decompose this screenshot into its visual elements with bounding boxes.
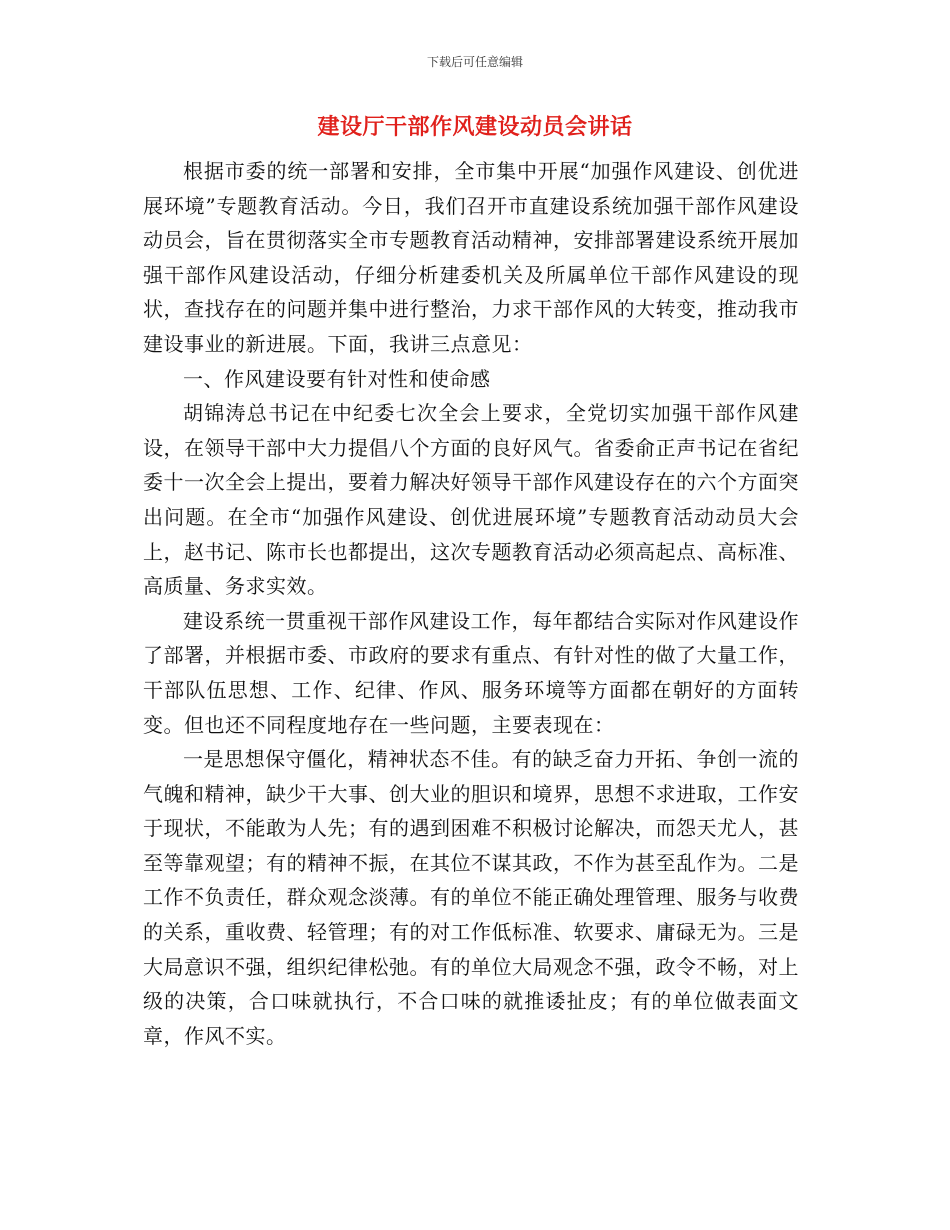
document-title: 建设厅干部作风建设动员会讲话 [317, 114, 633, 140]
paragraph-status: 建设系统一贯重视干部作风建设工作，每年都结合实际对作风建设作了部署，并根据市委、市政府的要求有重点、有针对性的做了大量工作，干部队伍思想、工作、纪律、作风、服务环境等方面都在朝好的方面转变。但也还不同程度地存在一些问题，主要表现在： [143, 608, 799, 737]
page-header-note: 下载后可任意编辑 [426, 55, 523, 69]
document-body [143, 154, 799, 1053]
paragraph-requirements: 胡锦涛总书记在中纪委七次全会上要求，全党切实加强干部作风建设，在领导干部中大力提倡八个方面的良好风气。省委俞正声书记在省纪委十一次全会上提出，要着力解决好领导干部作风建设存在的六个方面突出问题。在全市“加强作风建设、创优进展环境”专题教育活动动员大会上，赵书记、陈市长也都提出，这次专题教育活动必须高起点、高标准、高质量、务求实效。 [143, 401, 799, 599]
section-heading-1: 一、作风建设要有针对性和使命感 [183, 366, 491, 391]
paragraph-intro: 根据市委的统一部署和安排，全市集中开展“加强作风建设、创优进展环境”专题教育活动。今日，我们召开市直建设系统加强干部作风建设动员会，旨在贯彻落实全市专题教育活动精神，安排部署建设系统开展加强干部作风建设活动，仔细分析建委机关及所属单位干部作风建设的现状，查找存在的问题并集中进行整治，力求干部作风的大转变，推动我市建设事业的新进展。下面，我讲三点意见： [143, 159, 799, 356]
paragraph-problems: 一是思想保守僵化，精神状态不佳。有的缺乏奋力开拓、争创一流的气魄和精神，缺少干大事、创大业的胆识和境界，思想不求进取，工作安于现状，不能敢为人先；有的遇到困难不积极讨论解决，而怨天尤人，甚至等靠观望；有的精神不振，在其位不谋其政，不作为甚至乱作为。二是工作不负责任，群众观念淡薄。有的单位不能正确处理管理、服务与收费的关系，重收费、轻管理；有的对工作低标准、软要求、庸碌无为。三是大局意识不强，组织纪律松弛。有的单位大局观念不强，政令不畅，对上级的决策，合口味就执行，不合口味的就推诿扯皮；有的单位做表面文章，作风不实。 [143, 747, 799, 1048]
